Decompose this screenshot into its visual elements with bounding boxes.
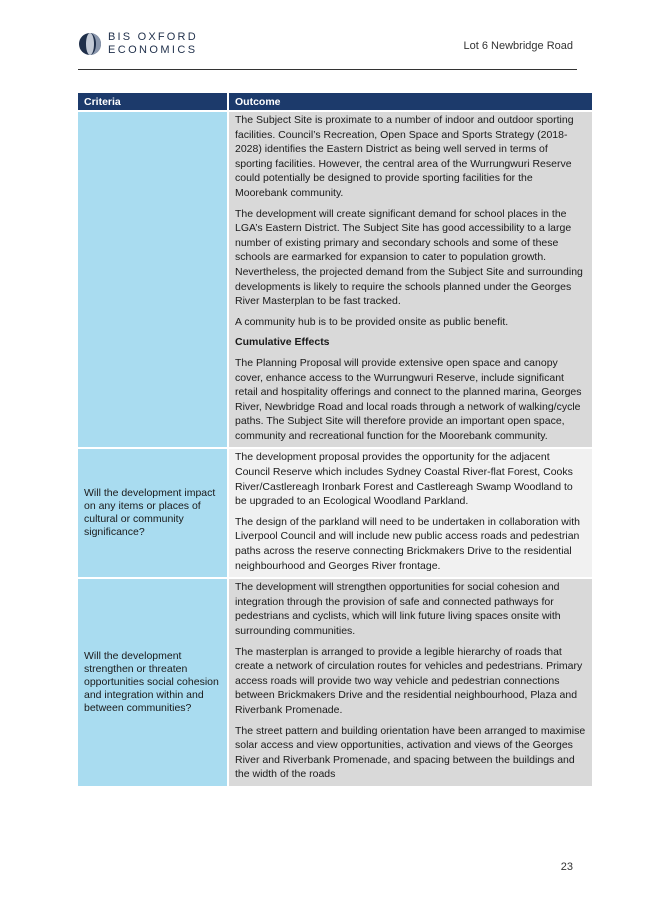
outcome-paragraph: The design of the parkland will need to be undertaken in collaboration with Liverpool Council and will include new public access roads and pedestrian paths across the reserve connecting Brickmakers Drive to the residential neighbourhood and Georges River frontage. <box>235 515 580 572</box>
outcome-cell <box>227 112 592 447</box>
table-row <box>78 110 592 447</box>
bis-oxford-economics-logo <box>78 30 198 60</box>
criteria-cell: Will the development impact on any items or places of cultural or community significance? <box>78 449 227 577</box>
globe-logo-icon <box>78 32 102 56</box>
table-row <box>78 577 592 786</box>
header-divider <box>78 69 577 70</box>
criteria-column-header: Criteria <box>84 96 121 108</box>
outcome-cell <box>227 449 592 577</box>
criteria-cell: Will the development strengthen or threaten opportunities social cohesion and integration within and between communities? <box>78 579 227 786</box>
outcome-paragraph: The development will create significant demand for school places in the LGA’s Eastern District. The Subject Site has good accessibility to a large number of existing primary and secondary schools and some of these schools are earmarked for expansion to cater to population growth. Nevertheless, the projected demand from the Subject Site and surrounding developments is likely to require the schools planned under the Georges River Masterplan to be fast tracked. <box>235 207 583 308</box>
logo-text-line2: ECONOMICS <box>108 44 198 56</box>
page-number: 23 <box>560 861 573 873</box>
outcome-cell <box>227 579 592 786</box>
outcome-paragraph: A community hub is to be provided onsite as public benefit. <box>235 315 509 328</box>
outcome-paragraph: The development will strengthen opportunities for social cohesion and integration through the provision of safe and connected pathways for pedestrians and cyclists, which will link future living spaces onsite with surrounding communities. <box>235 581 561 637</box>
criteria-outcome-table <box>78 93 592 786</box>
outcome-paragraph: The Planning Proposal will provide extensive open space and canopy cover, enhance access to the Wurrungwuri Reserve, include significant retail and hospitality offerings and connect to the planned marina, Georges River, Newbridge Road and local roads through a network of walking/cycle paths. The Subject Site will therefore provide an important open space, community and recreational function for the Moorebank community. <box>235 356 582 442</box>
outcome-paragraph: The development proposal provides the opportunity for the adjacent Council Reserve which includes Sydney Coastal River-flat Forest, Cooks River/Castlereagh Ironbark Forest and Castlereagh Swamp Woodland to be upgraded to an Ecological Woodland Parkland. <box>235 451 573 508</box>
logo-text-line1: BIS OXFORD <box>108 31 198 43</box>
outcome-column-header: Outcome <box>227 93 592 110</box>
document-title: Lot 6 Newbridge Road <box>463 40 573 52</box>
outcome-paragraph: The masterplan is arranged to provide a legible hierarchy of roads that create a network of circulation routes for vehicles and pedestrians. Primary access roads will provide two way vehicle and pedestrian connections between Brickmakers Drive and the residential neighbourhood, Plaza and Riverbank Promenade. <box>235 645 583 716</box>
criteria-cell <box>78 112 227 447</box>
table-row <box>78 447 592 577</box>
outcome-paragraph: The Subject Site is proximate to a number of indoor and outdoor sporting facilities. Council’s Recreation, Open Space and Sports Strategy (2018-2028) identifies the Eastern District as being well served in terms of sporting facilities. However, the central area of the Wurrungwuri Reserve could potentially be designed to provide sporting facilities for the Moorebank community. <box>235 114 574 199</box>
cumulative-effects-subheading: Cumulative Effects <box>235 336 330 349</box>
table-header-row <box>78 93 592 110</box>
outcome-paragraph: The street pattern and building orientation have been arranged to maximise solar access and view opportunities, activation and views of the Georges River and Riverbank Promenade, and spacing between the buildings and the width of the roads <box>235 724 586 781</box>
page-header <box>0 0 653 72</box>
